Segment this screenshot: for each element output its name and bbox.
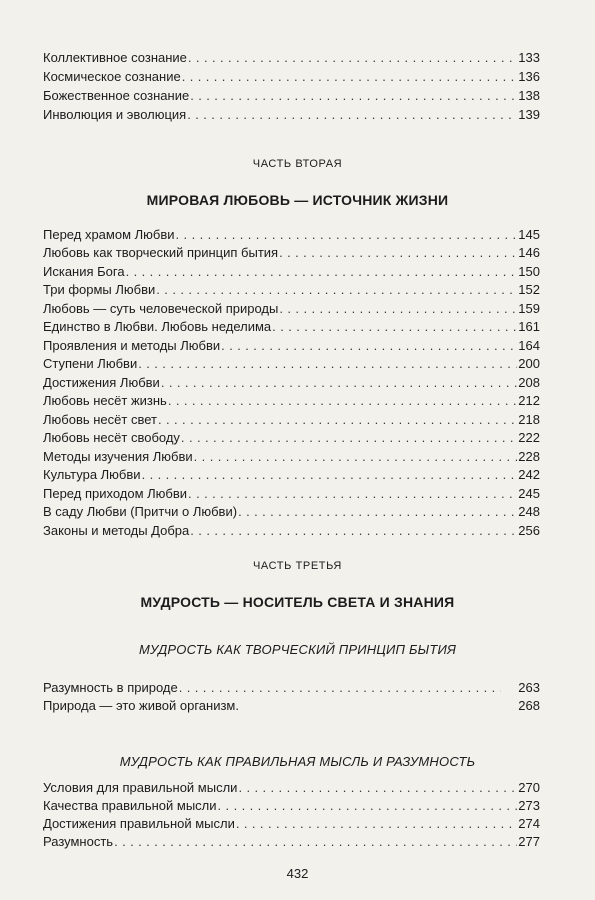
toc-entry [43,227,540,243]
toc-entry [43,680,540,696]
toc-leader-dots [188,486,517,502]
toc-entry-page: 136 [518,69,540,84]
toc-entry-page: 150 [518,264,540,279]
toc-entry [43,356,540,372]
toc-entry [43,393,540,409]
toc-entry [43,798,540,814]
toc-entry-title: Условия для правильной мысли [43,780,238,795]
toc-leader-dots [272,319,517,335]
toc-leader-dots [142,467,518,483]
toc-entry [43,282,540,298]
toc-leader-dots [279,245,517,261]
toc-entry-page: 145 [518,227,540,242]
toc-entry-page: 245 [518,486,540,501]
toc-entry-title: Коллективное сознание [43,50,187,65]
toc-entry-title: Методы изучения Любви [43,449,193,464]
toc-entry-title: В саду Любви (Притчи о Любви) [43,504,238,519]
toc-entry-page: 208 [518,375,540,390]
part-title: МИРОВАЯ ЛЮБОВЬ — ИСТОЧНИК ЖИЗНИ [146,192,449,208]
toc-entry [43,780,540,796]
toc-entry [43,430,540,446]
toc-entry-title: Любовь несёт жизнь [43,393,167,408]
toc-entry-title: Законы и методы Добра [43,523,190,538]
toc-leader-dots [194,449,518,465]
toc-leader-dots [190,88,517,104]
toc-entry-title: Искания Бога [43,264,125,279]
toc-entry [43,698,540,714]
toc-entry-page: 138 [518,88,540,103]
toc-entry-title: Инволюция и эволюция [43,107,187,122]
toc-entry-page: 248 [518,504,540,519]
toc-entry-page: 273 [518,798,540,813]
toc-entry-page: 218 [518,412,540,427]
part-label: ЧАСТЬ ВТОРАЯ [252,158,343,170]
toc-entry-page: 242 [518,467,540,482]
toc-entry [43,523,540,539]
toc-entry-page: 228 [518,449,540,464]
section-subtitle: МУДРОСТЬ КАК ТВОРЧЕСКИЙ ПРИНЦИП БЫТИЯ [138,642,457,657]
toc-entry-page: 164 [518,338,540,353]
toc-entry [43,50,540,66]
page-number: 432 [286,866,309,881]
toc-entry [43,245,540,261]
toc-entry-title: Качества правильной мысли [43,798,217,813]
toc-leader-dots [279,301,517,317]
toc-entry-title: Любовь как творческий принцип бытия [43,245,279,260]
toc-entry-title: Перед храмом Любви [43,227,175,242]
part-title: МУДРОСТЬ — НОСИТЕЛЬ СВЕТА И ЗНАНИЯ [140,594,455,610]
toc-entry-title: Перед приходом Любви [43,486,188,501]
toc-entry-page: 212 [518,393,540,408]
toc-leader-dots [158,412,517,428]
toc-entry-page: 139 [518,107,540,122]
toc-entry [43,319,540,335]
toc-entry-title: Достижения Любви [43,375,160,390]
toc-entry [43,412,540,428]
section-subtitle: МУДРОСТЬ КАК ПРАВИЛЬНАЯ МЫСЛЬ И РАЗУМНОСТЬ [119,754,476,769]
toc-leader-dots [187,107,517,123]
toc-leader-dots [236,816,517,832]
toc-entry-page: 161 [518,319,540,334]
part-label: ЧАСТЬ ТРЕТЬЯ [253,560,342,572]
toc-leader-dots [156,282,517,298]
toc-entry [43,504,540,520]
toc-entry [43,264,540,280]
toc-entry-title: Разумность [43,834,114,849]
toc-leader-dots [182,69,518,85]
toc-entry-page: 146 [518,245,540,260]
toc-entry-title: Три формы Любви [43,282,156,297]
toc-entry [43,467,540,483]
toc-entry [43,107,540,123]
toc-entry [43,816,540,832]
toc-entry [43,449,540,465]
toc-entry-page: 277 [518,834,540,849]
toc-leader-dots [238,780,517,796]
toc-entry [43,88,540,104]
toc-entry-page: 268 [518,698,540,713]
toc-entry-page: 200 [518,356,540,371]
toc-entry-title: Любовь несёт свет [43,412,157,427]
toc-leader-dots [114,834,517,850]
toc-entry [43,375,540,391]
toc-leader-dots [181,430,517,446]
toc-entry [43,69,540,85]
toc-leader-dots [221,338,517,354]
toc-entry-title: Божественное сознание [43,88,190,103]
toc-entry-title: Космическое сознание [43,69,181,84]
toc-leader-dots [161,375,517,391]
toc-leader-dots [179,680,502,696]
toc-entry-page: 152 [518,282,540,297]
toc-entry-page: 274 [518,816,540,831]
toc-entry-title: Любовь — суть человеческой природы [43,301,279,316]
toc-leader-dots [218,798,518,814]
toc-entry [43,301,540,317]
toc-entry-title: Ступени Любви [43,356,138,371]
toc-leader-dots [238,504,517,520]
toc-leader-dots [188,50,517,66]
toc-entry [43,834,540,850]
toc-entry-title: Разумность в природе [43,680,178,695]
toc-entry-page: 256 [518,523,540,538]
toc-entry-page: 133 [518,50,540,65]
toc-entry [43,338,540,354]
toc-entry-page: 159 [518,301,540,316]
toc-entry-title: Природа — это живой организм. [43,698,239,713]
toc-leader-dots [126,264,518,280]
toc-leader-dots [168,393,517,409]
toc-entry-title: Культура Любви [43,467,141,482]
toc-entry-page: 270 [518,780,540,795]
toc-entry-title: Любовь несёт свободу [43,430,180,445]
toc-leader-dots [190,523,517,539]
toc-entry-page: 263 [518,680,540,695]
toc-entry-title: Достижения правильной мысли [43,816,235,831]
toc-entry-page: 222 [518,430,540,445]
toc-leader-dots [176,227,518,243]
toc-entry-title: Проявления и методы Любви [43,338,221,353]
toc-entry-title: Единство в Любви. Любовь неделима [43,319,272,334]
toc-entry [43,486,540,502]
toc-leader-dots [138,356,517,372]
